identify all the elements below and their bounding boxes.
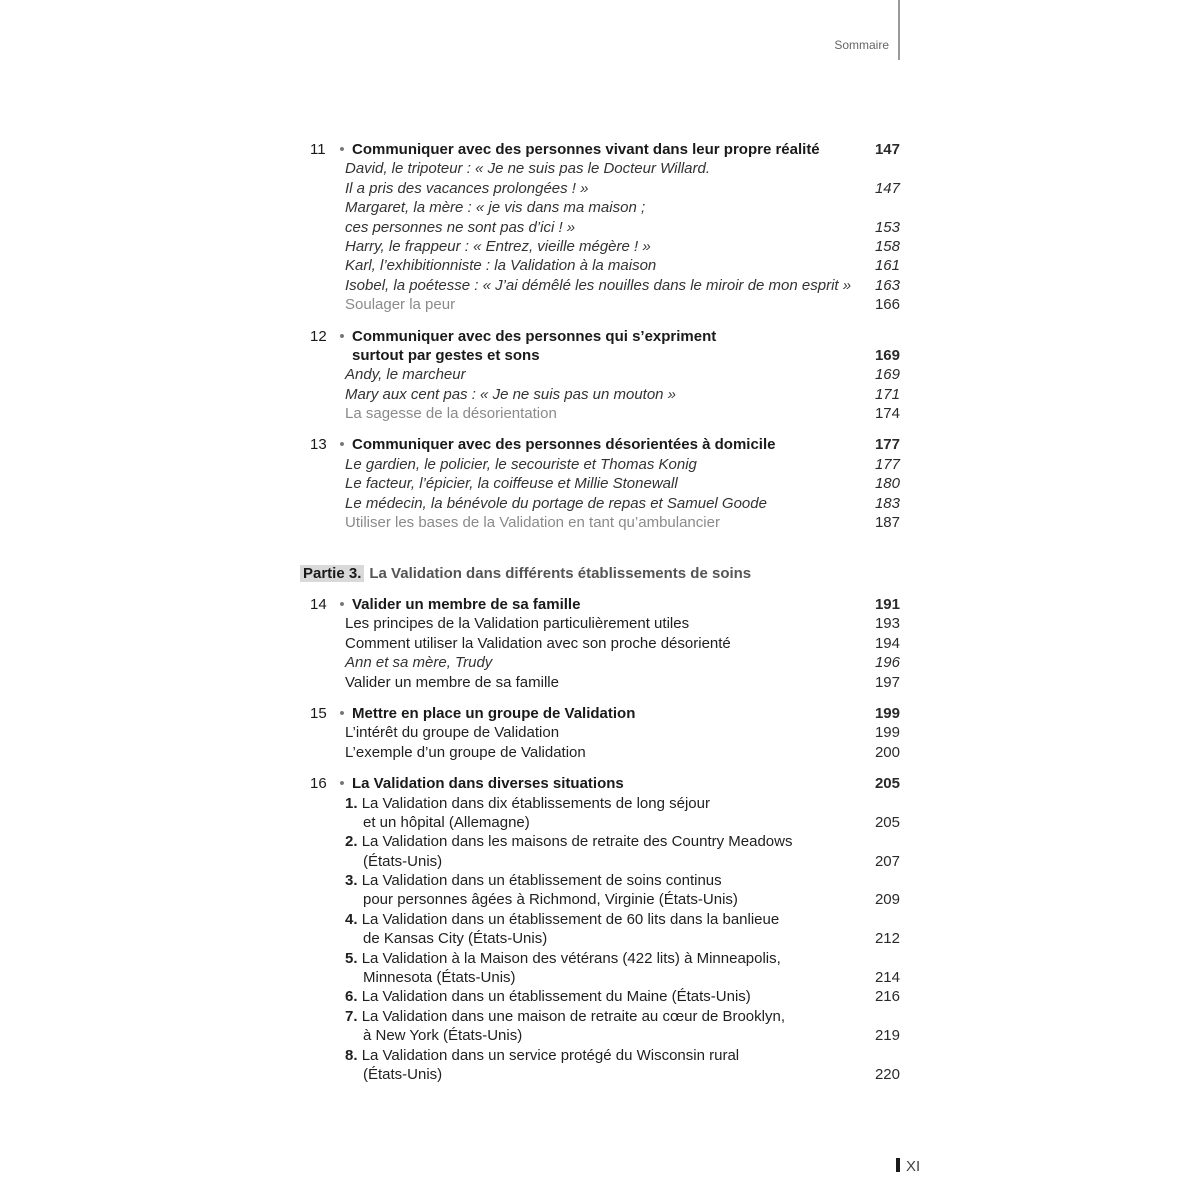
toc-entry[interactable] bbox=[310, 276, 900, 295]
page-number: 216 bbox=[874, 988, 900, 1006]
table-of-contents-part-3 bbox=[310, 595, 900, 1084]
toc-entry[interactable] bbox=[310, 634, 900, 653]
chapter-title: Valider un membre de sa famille bbox=[352, 596, 581, 613]
chapter-number: 13 bbox=[310, 436, 327, 454]
chapter-number: 15 bbox=[310, 704, 327, 722]
page-number: 169 bbox=[874, 346, 900, 364]
chapter-title: Communiquer avec des personnes qui s’expriment bbox=[352, 327, 717, 345]
entry-text: La Validation dans les maisons de retraite des Country Meadows bbox=[361, 833, 793, 851]
page-number: 177 bbox=[874, 436, 900, 454]
numbered-entry-continued bbox=[310, 929, 900, 948]
entry-text: La Validation dans dix établissements de long séjour bbox=[361, 794, 710, 812]
toc-entry[interactable] bbox=[310, 256, 900, 275]
numbered-entry[interactable] bbox=[310, 871, 900, 890]
page-number: 219 bbox=[874, 1027, 900, 1045]
section-gap bbox=[310, 762, 900, 774]
chapter-title: Mettre en place un groupe de Validation bbox=[352, 704, 636, 722]
numbered-entry-continued bbox=[310, 1065, 900, 1084]
entry-text: La Validation dans une maison de retraite au cœur de Brooklyn, bbox=[361, 1007, 785, 1025]
page-number: 180 bbox=[874, 475, 900, 493]
page-number: 153 bbox=[874, 218, 900, 236]
page-folio bbox=[896, 1158, 920, 1175]
bullet-icon: • bbox=[339, 775, 345, 793]
chapter-title-line2: surtout par gestes et sons bbox=[352, 346, 540, 364]
entry-text: Isobel, la poétesse : « J’ai démêlé les nouilles dans le miroir de mon esprit » bbox=[345, 276, 852, 294]
chapter-title: La Validation dans diverses situations bbox=[352, 775, 624, 793]
entry-text: ces personnes ne sont pas d’ici ! » bbox=[345, 218, 576, 236]
page-number: 191 bbox=[874, 596, 900, 613]
running-head: Sommaire bbox=[834, 38, 889, 52]
bullet-icon: • bbox=[339, 596, 345, 613]
entry-text-line2: de Kansas City (États-Unis) bbox=[363, 930, 548, 948]
page-number: 147 bbox=[874, 179, 900, 197]
entry-number: 8. bbox=[345, 1046, 358, 1064]
page-number: 199 bbox=[874, 724, 900, 742]
page-number: 212 bbox=[874, 930, 900, 948]
entry-text-line2: et un hôpital (Allemagne) bbox=[363, 813, 530, 831]
entry-text-line2: à New York (États-Unis) bbox=[363, 1027, 523, 1045]
toc-entry[interactable] bbox=[310, 723, 900, 742]
entry-number: 2. bbox=[345, 833, 358, 851]
page-number: 199 bbox=[874, 704, 900, 722]
entry-text: Utiliser les bases de la Validation en tant qu’ambulancier bbox=[345, 514, 720, 532]
entry-number: 1. bbox=[345, 794, 358, 812]
bullet-icon: • bbox=[339, 704, 345, 722]
toc-entry[interactable] bbox=[310, 474, 900, 493]
chapter-title: Communiquer avec des personnes vivant dans leur propre réalité bbox=[352, 141, 820, 158]
entry-text: Mary aux cent pas : « Je ne suis pas un mouton » bbox=[345, 385, 677, 403]
toc-entry[interactable] bbox=[310, 614, 900, 633]
page-number: 147 bbox=[874, 141, 900, 158]
section-gap bbox=[310, 692, 900, 704]
entry-number: 6. bbox=[345, 988, 358, 1006]
part-label: Partie 3. bbox=[300, 565, 364, 582]
entry-text: La Validation dans un établissement de 60 lits dans la banlieue bbox=[361, 910, 780, 928]
entry-text-line2: (États-Unis) bbox=[363, 852, 443, 870]
toc-entry[interactable] bbox=[310, 365, 900, 384]
entry-text: La Validation dans un établissement du Maine (États-Unis) bbox=[361, 988, 751, 1006]
toc-entry[interactable] bbox=[310, 494, 900, 513]
chapter-number: 16 bbox=[310, 775, 327, 793]
entry-text: Soulager la peur bbox=[345, 296, 456, 314]
page-number: 169 bbox=[874, 366, 900, 384]
table-of-contents-part-2 bbox=[310, 140, 900, 532]
page-number: 194 bbox=[874, 634, 900, 652]
section-gap bbox=[310, 315, 900, 327]
chapter-number: 12 bbox=[310, 327, 327, 345]
entry-text: Le gardien, le policier, le secouriste et Thomas Konig bbox=[345, 455, 697, 473]
chapter-heading[interactable] bbox=[310, 140, 900, 159]
entry-text: Harry, le frappeur : « Entrez, vieille mégère ! » bbox=[345, 237, 651, 255]
page-number: 158 bbox=[874, 237, 900, 255]
chapter-heading[interactable] bbox=[310, 327, 900, 346]
bullet-icon: • bbox=[339, 436, 345, 454]
page-number: 200 bbox=[874, 743, 900, 761]
entry-text: Valider un membre de sa famille bbox=[345, 673, 559, 691]
entry-text: David, le tripoteur : « Je ne suis pas le Docteur Willard. bbox=[345, 160, 711, 178]
page-number: 174 bbox=[874, 405, 900, 423]
toc-entry[interactable] bbox=[310, 653, 900, 672]
page-number: 193 bbox=[874, 615, 900, 633]
entry-text: Margaret, la mère : « je vis dans ma maison ; bbox=[345, 199, 646, 217]
page-number: 166 bbox=[874, 296, 900, 314]
toc-entry[interactable] bbox=[310, 198, 900, 217]
toc-entry[interactable] bbox=[310, 404, 900, 423]
numbered-entry-continued bbox=[310, 852, 900, 871]
entry-text: Comment utiliser la Validation avec son proche désorienté bbox=[345, 634, 731, 652]
page-number: 171 bbox=[874, 385, 900, 403]
section-gap bbox=[310, 423, 900, 435]
toc-entry[interactable] bbox=[310, 743, 900, 762]
entry-text-line2: (États-Unis) bbox=[363, 1065, 443, 1083]
numbered-entry[interactable] bbox=[310, 1007, 900, 1026]
numbered-entry-continued bbox=[310, 890, 900, 909]
folio-number: XI bbox=[906, 1158, 921, 1175]
toc-entry[interactable] bbox=[310, 673, 900, 692]
page-number: 196 bbox=[874, 654, 900, 672]
toc-entry[interactable] bbox=[310, 218, 900, 237]
page-number: 214 bbox=[874, 969, 900, 987]
page-number: 220 bbox=[874, 1065, 900, 1083]
page-number: 197 bbox=[874, 673, 900, 691]
entry-text: L’intérêt du groupe de Validation bbox=[345, 724, 560, 742]
numbered-entry[interactable] bbox=[310, 949, 900, 968]
running-head-rule bbox=[898, 0, 900, 60]
entry-text: La Validation dans un service protégé du Wisconsin rural bbox=[361, 1046, 740, 1064]
entry-text: Le facteur, l’épicier, la coiffeuse et Millie Stonewall bbox=[345, 475, 678, 493]
entry-text: Le médecin, la bénévole du portage de repas et Samuel Goode bbox=[345, 494, 767, 512]
entry-text: L’exemple d’un groupe de Validation bbox=[345, 743, 586, 761]
page-number: 183 bbox=[874, 494, 900, 512]
page-number: 161 bbox=[874, 257, 900, 275]
part-title: La Validation dans différents établissements de soins bbox=[369, 565, 752, 582]
bullet-icon: • bbox=[339, 141, 345, 158]
numbered-entry-continued bbox=[310, 968, 900, 987]
chapter-heading[interactable] bbox=[310, 704, 900, 723]
chapter-number: 11 bbox=[310, 141, 326, 158]
toc-entry[interactable] bbox=[310, 295, 900, 314]
bullet-icon: • bbox=[339, 327, 345, 345]
page-number: 187 bbox=[874, 514, 900, 532]
page-number: 205 bbox=[874, 813, 900, 831]
entry-text-line2: Minnesota (États-Unis) bbox=[363, 969, 516, 987]
numbered-entry[interactable] bbox=[310, 832, 900, 851]
entry-text: La sagesse de la désorientation bbox=[345, 405, 557, 423]
toc-entry[interactable] bbox=[310, 179, 900, 198]
entry-number: 5. bbox=[345, 949, 358, 967]
entry-text: Il a pris des vacances prolongées ! » bbox=[345, 179, 589, 197]
entry-text: Les principes de la Validation particulièrement utiles bbox=[345, 615, 690, 633]
page-number: 205 bbox=[874, 775, 900, 793]
toc-entry[interactable] bbox=[310, 385, 900, 404]
toc-entry[interactable] bbox=[310, 455, 900, 474]
entry-text: Andy, le marcheur bbox=[345, 366, 466, 384]
entry-number: 3. bbox=[345, 872, 358, 890]
entry-text: La Validation à la Maison des vétérans (422 lits) à Minneapolis, bbox=[361, 949, 781, 967]
page-number: 177 bbox=[874, 455, 900, 473]
chapter-heading[interactable] bbox=[310, 774, 900, 793]
chapter-title: Communiquer avec des personnes désorientées à domicile bbox=[352, 436, 776, 454]
entry-number: 7. bbox=[345, 1007, 358, 1025]
numbered-entry[interactable] bbox=[310, 910, 900, 929]
numbered-entry[interactable] bbox=[310, 987, 900, 1006]
numbered-entry-continued bbox=[310, 813, 900, 832]
toc-entry[interactable] bbox=[310, 237, 900, 256]
numbered-entry[interactable] bbox=[310, 1046, 900, 1065]
entry-number: 4. bbox=[345, 910, 358, 928]
entry-text: Karl, l’exhibitionniste : la Validation à la maison bbox=[345, 257, 657, 275]
numbered-entry-continued bbox=[310, 1026, 900, 1045]
entry-text: Ann et sa mère, Trudy bbox=[345, 654, 493, 672]
chapter-heading[interactable] bbox=[310, 595, 900, 614]
entry-text-line2: pour personnes âgées à Richmond, Virginie (États-Unis) bbox=[363, 891, 738, 909]
chapter-heading-continued bbox=[310, 346, 900, 365]
toc-entry[interactable] bbox=[310, 159, 900, 178]
numbered-entry[interactable] bbox=[310, 794, 900, 813]
page-number: 163 bbox=[874, 276, 900, 294]
part-heading bbox=[300, 564, 751, 584]
entry-text: La Validation dans un établissement de soins continus bbox=[361, 872, 722, 890]
page-number: 209 bbox=[874, 891, 900, 909]
folio-bar bbox=[896, 1158, 900, 1172]
chapter-heading[interactable] bbox=[310, 435, 900, 454]
chapter-number: 14 bbox=[310, 596, 327, 613]
toc-entry[interactable] bbox=[310, 513, 900, 532]
page-number: 207 bbox=[874, 852, 900, 870]
